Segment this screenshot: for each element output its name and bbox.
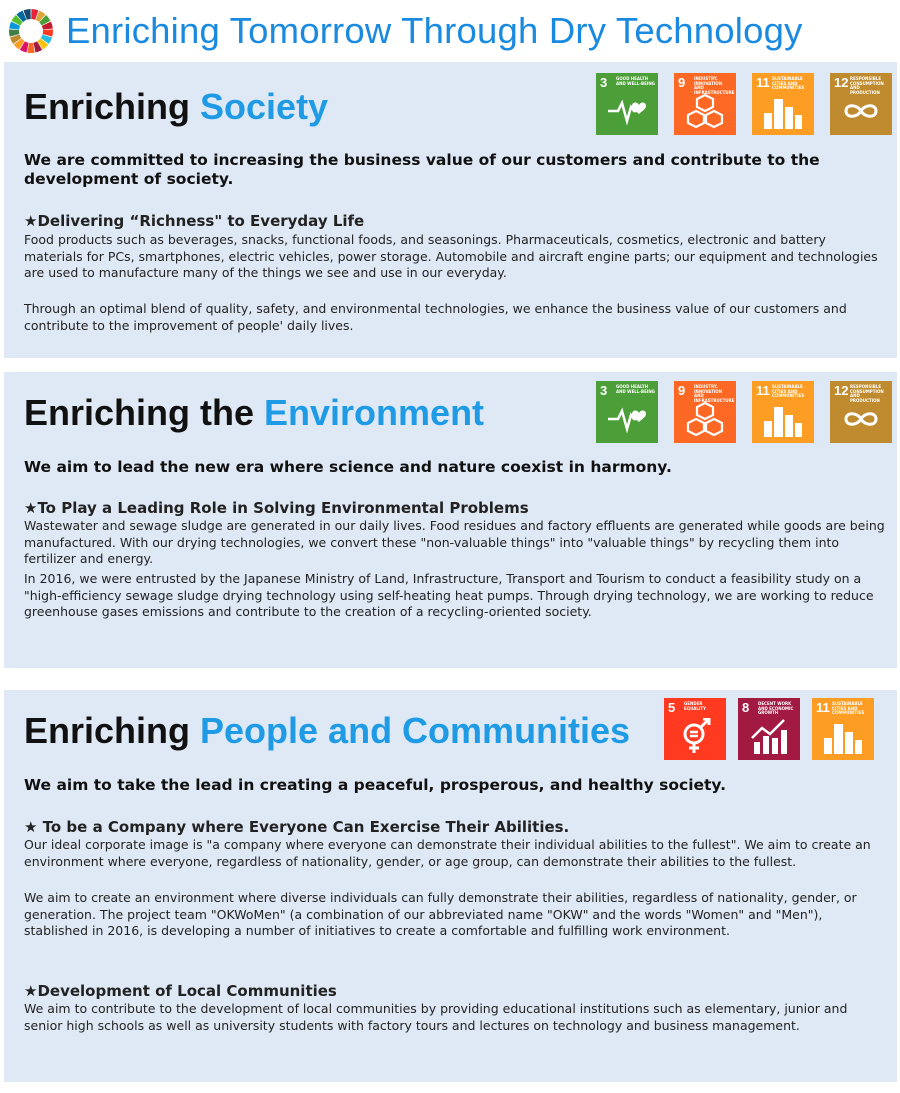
sdg-11-badge: 11 SUSTAINABLE CITIES AND COMMUNITIES bbox=[752, 73, 814, 135]
infinity-icon bbox=[840, 401, 882, 437]
section-title: Enriching the Environment bbox=[24, 392, 485, 433]
section-title-accent: Environment bbox=[264, 392, 485, 433]
paragraph: We aim to create an environment where diverse individuals can fully demonstrate their abilities, regardless of nationality, gender, or generation. The project team "OKWoMen" (a combination of our abbreviated name "OKW" and the words "Women" and "Men"), stablished in 2016, is developing a number of initiatives to create a comfortable and fulfilling work environment. bbox=[24, 890, 857, 938]
city-icon bbox=[822, 718, 864, 754]
city-icon bbox=[762, 401, 804, 437]
subsection-heading: ★ To be a Company where Everyone Can Exercise Their Abilities. bbox=[24, 818, 570, 836]
paragraph: Through an optimal blend of quality, safety, and environmental technologies, we enhance the business value of our customers and contribute to the improvement of people' daily lives. bbox=[24, 301, 847, 333]
section-people bbox=[4, 690, 897, 1082]
paragraph: Food products such as beverages, snacks, functional foods, and seasonings. Pharmaceuticals, cosmetics, electronic and battery materials for PCs, smartphones, electric vehicles, power storage. Automobile and aircraft engine parts; our equipment and technologies are used to manufacture many of the things we see and use in our everyday. bbox=[24, 232, 878, 280]
heartbeat-icon bbox=[606, 93, 648, 129]
section-lead: We aim to take the lead in creating a peaceful, prosperous, and healthy society. bbox=[24, 776, 726, 794]
sdg-12-badge: 12 RESPONSIBLE CONSUMPTION AND PRODUCTION bbox=[830, 73, 892, 135]
section-title-accent: People and Communities bbox=[200, 710, 631, 751]
sdg-3-badge: 3 GOOD HEALTH AND WELL-BEING bbox=[596, 73, 658, 135]
paragraph: Our ideal corporate image is "a company where everyone can demonstrate their individual abilities to the fullest". We aim to create an environment where everyone, regardless of nationality, gender, or age group, can demonstrate their abilities to the fullest. bbox=[24, 837, 871, 869]
sdg-9-badge: 9 INDUSTRY, INNOVATION AND INFRASTRUCTURE bbox=[674, 381, 736, 443]
sdg-badges bbox=[664, 698, 874, 760]
sdg-badges bbox=[596, 73, 892, 135]
growth-chart-icon bbox=[748, 718, 790, 754]
sdg-11-badge: 11 SUSTAINABLE CITIES AND COMMUNITIES bbox=[752, 381, 814, 443]
sdg-3-badge: 3 GOOD HEALTH AND WELL-BEING bbox=[596, 381, 658, 443]
cubes-icon bbox=[684, 401, 726, 437]
section-environment bbox=[4, 372, 897, 668]
page-header bbox=[8, 6, 888, 56]
section-lead: We aim to lead the new era where science and nature coexist in harmony. bbox=[24, 458, 672, 476]
subsection-heading: ★Development of Local Communities bbox=[24, 982, 337, 1000]
paragraph: Wastewater and sewage sludge are generated in our daily lives. Food residues and factory effluents are generated while goods are being manufactured. With our drying technologies, we convert these "non-valuable things" into "valuable things" by recycling them into fertilizer and energy. bbox=[24, 518, 885, 566]
section-title: Enriching People and Communities bbox=[24, 710, 631, 751]
paragraph: We aim to contribute to the development of local communities by providing educational institutions such as elementary, junior and senior high schools as well as university students with factory tours and lectures on technology and business management. bbox=[24, 1001, 848, 1033]
sdg-12-badge: 12 RESPONSIBLE CONSUMPTION AND PRODUCTION bbox=[830, 381, 892, 443]
subsection-heading: ★Delivering “Richness" to Everyday Life bbox=[24, 212, 365, 230]
city-icon bbox=[762, 93, 804, 129]
paragraph: In 2016, we were entrusted by the Japanese Ministry of Land, Infrastructure, Transport and Tourism to conduct a feasibility study on a "high-efficiency sewage sludge drying technology using self-heating heat pumps. Through drying technology, we are working to reduce greenhouse gases emissions and contribute to the creation of a recycling-oriented society. bbox=[24, 571, 874, 619]
section-society bbox=[4, 62, 897, 358]
infinity-icon bbox=[840, 93, 882, 129]
section-title: Enriching Society bbox=[24, 86, 329, 127]
sdg-9-badge: 9 INDUSTRY, INNOVATION AND INFRASTRUCTURE bbox=[674, 73, 736, 135]
page-title: Enriching Tomorrow Through Dry Technology bbox=[66, 10, 803, 51]
sdg-wheel-icon bbox=[8, 8, 54, 54]
gender-equality-icon bbox=[674, 718, 716, 754]
sdg-5-badge: 5 GENDER EQUALITY bbox=[664, 698, 726, 760]
cubes-icon bbox=[684, 93, 726, 129]
sdg-8-badge: 8 DECENT WORK AND ECONOMIC GROWTH bbox=[738, 698, 800, 760]
subsection-heading: ★To Play a Leading Role in Solving Environmental Problems bbox=[24, 499, 529, 517]
heartbeat-icon bbox=[606, 401, 648, 437]
sdg-11-badge: 11 SUSTAINABLE CITIES AND COMMUNITIES bbox=[812, 698, 874, 760]
section-title-accent: Society bbox=[200, 86, 329, 127]
sdg-badges bbox=[596, 381, 892, 443]
section-lead: We are committed to increasing the business value of our customers and contribute to the development of society. bbox=[24, 151, 820, 188]
